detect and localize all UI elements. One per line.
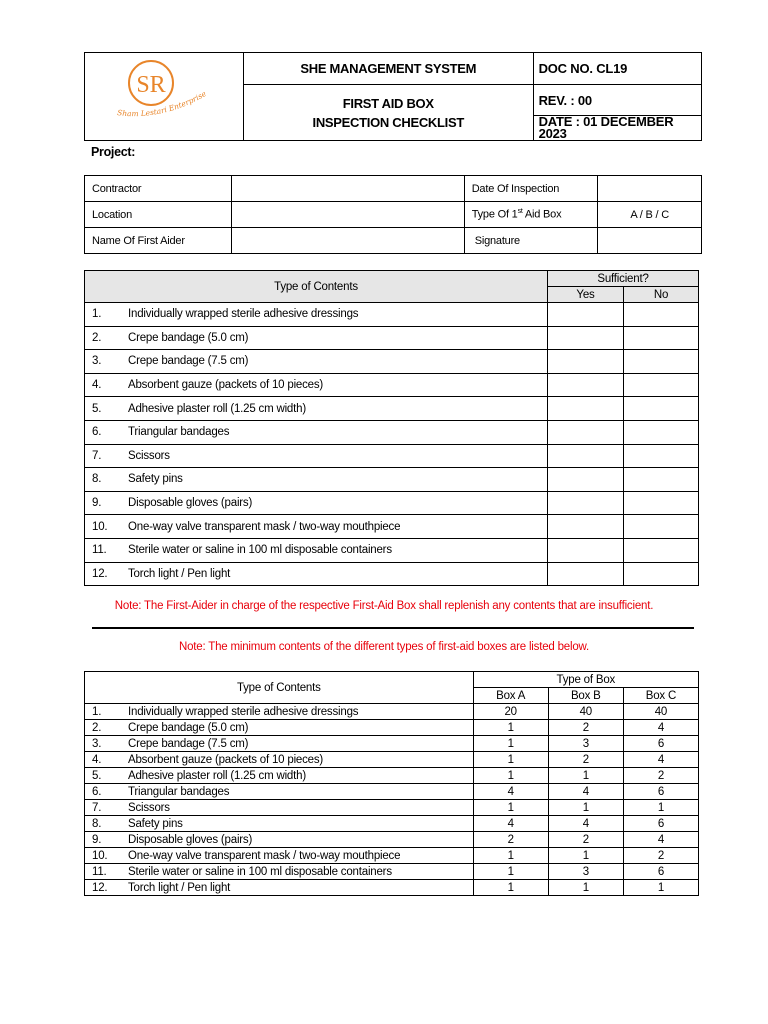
box-b-header: Box B [548,688,623,704]
box-c-qty: 1 [623,880,698,896]
no-checkbox-cell[interactable] [624,397,699,421]
checklist-item-label [85,420,548,444]
logo-initials: SR [136,72,166,98]
checklist-item-label [85,326,548,350]
item-name: Triangular bandages [128,426,230,439]
box-b-qty: 4 [548,816,623,832]
item-name: Absorbent gauze (packets of 10 pieces) [128,753,324,766]
yes-checkbox-cell[interactable] [548,468,624,492]
checklist-row [85,562,699,586]
document-title [243,85,533,141]
box-c-qty: 6 [623,784,698,800]
box-c-qty: 6 [623,864,698,880]
item-number: 3. [92,355,102,368]
checklist-item-label [85,538,548,562]
box-a-qty: 1 [473,736,548,752]
item-number: 2. [92,721,102,734]
item-number: 12. [92,567,108,580]
checklist-row [85,515,699,539]
box-b-qty: 2 [548,752,623,768]
item-name: One-way valve transparent mask / two-way mouthpiece [128,520,401,533]
min-contents-row [85,848,699,864]
revision: REV. : 00 [533,85,701,116]
date-inspection-field[interactable] [598,176,702,202]
item-name: Safety pins [128,473,183,486]
minimum-contents-note: Note: The minimum contents of the different types of first-aid boxes are listed below. [178,641,589,653]
item-number: 8. [92,473,102,486]
box-b-qty: 1 [548,880,623,896]
box-c-qty: 2 [623,768,698,784]
box-b-qty: 2 [548,720,623,736]
item-number: 11. [92,865,107,878]
box-c-qty: 6 [623,736,698,752]
yes-header: Yes [548,287,624,303]
item-number: 6. [92,785,102,798]
box-a-qty: 20 [473,704,548,720]
checklist-row [85,326,699,350]
item-name: Disposable gloves (pairs) [128,833,253,846]
item-number: 8. [92,817,102,830]
item-name: One-way valve transparent mask / two-way mouthpiece [128,849,401,862]
min-contents-row [85,752,699,768]
project-label: Project: [91,145,136,159]
box-a-qty: 1 [473,800,548,816]
document-header [84,52,702,141]
min-contents-row [85,800,699,816]
min-contents-row [85,816,699,832]
box-a-qty: 4 [473,816,548,832]
item-number: 7. [92,801,102,814]
box-c-qty: 1 [623,800,698,816]
box-b-qty: 1 [548,800,623,816]
item-number: 10. [92,520,108,533]
no-checkbox-cell[interactable] [624,562,699,586]
item-name: Triangular bandages [128,785,230,798]
yes-checkbox-cell[interactable] [548,303,624,327]
box-c-qty: 4 [623,832,698,848]
location-label: Location [85,202,232,228]
issue-date: DATE : 01 DECEMBER 2023 [533,116,701,141]
item-number: 10. [92,849,108,862]
box-type-label: Type Of 1st Aid Box [464,202,598,228]
min-contents-row [85,864,699,880]
item-number: 1. [92,308,102,321]
min-item-label [85,752,474,768]
checklist-row [85,373,699,397]
no-checkbox-cell[interactable] [624,350,699,374]
item-name: Crepe bandage (5.0 cm) [128,721,249,734]
inspection-info-table [84,175,702,254]
box-b-qty: 3 [548,864,623,880]
divider [92,627,694,629]
item-name: Safety pins [128,817,183,830]
yes-checkbox-cell[interactable] [548,373,624,397]
checklist-item-label [85,303,548,327]
title-line-1: FIRST AID BOX [342,95,434,111]
item-number: 1. [92,705,102,718]
yes-checkbox-cell[interactable] [548,350,624,374]
item-name: Sterile water or saline in 100 ml disposable containers [128,865,392,878]
checklist-item-label [85,562,548,586]
item-number: 9. [92,833,102,846]
item-name: Crepe bandage (5.0 cm) [128,331,249,344]
min-contents-row [85,704,699,720]
sufficiency-checklist [84,270,699,586]
replenish-note: Note: The First-Aider in charge of the respective First-Aid Box shall replenish any contents that are insufficient. [114,600,654,612]
item-number: 2. [92,331,102,344]
signature-label: Signature [464,228,598,254]
item-number: 4. [92,379,102,392]
item-number: 11. [92,544,107,557]
item-number: 3. [92,737,102,750]
min-contents-row [85,832,699,848]
contractor-field[interactable] [231,176,464,202]
min-item-label [85,768,474,784]
item-name: Disposable gloves (pairs) [128,497,253,510]
no-checkbox-cell[interactable] [624,326,699,350]
min-item-label [85,784,474,800]
first-aider-field[interactable] [231,228,464,254]
item-name: Crepe bandage (7.5 cm) [128,737,249,750]
checklist-row [85,538,699,562]
min-item-label [85,832,474,848]
box-a-qty: 1 [473,768,548,784]
checklist-item-label [85,350,548,374]
box-a-qty: 1 [473,880,548,896]
item-name: Absorbent gauze (packets of 10 pieces) [128,379,324,392]
item-number: 12. [92,881,108,894]
box-b-qty: 4 [548,784,623,800]
yes-checkbox-cell[interactable] [548,538,624,562]
min-contents-row [85,768,699,784]
checklist-item-label [85,444,548,468]
sufficient-header: Sufficient? [548,271,699,287]
type-of-box-header: Type of Box [473,672,698,688]
yes-checkbox-cell[interactable] [548,420,624,444]
yes-checkbox-cell[interactable] [548,562,624,586]
min-item-label [85,848,474,864]
location-field[interactable] [231,202,464,228]
signature-field[interactable] [598,228,702,254]
title-line-2: INSPECTION CHECKLIST [312,114,464,130]
min-item-label [85,864,474,880]
box-a-qty: 4 [473,784,548,800]
no-checkbox-cell[interactable] [624,538,699,562]
checklist-item-label [85,491,548,515]
company-logo [103,55,233,127]
box-c-qty: 4 [623,752,698,768]
box-type-options[interactable]: A / B / C [598,202,702,228]
min-item-label [85,800,474,816]
no-checkbox-cell[interactable] [624,373,699,397]
min-contents-row [85,736,699,752]
logo-tagline: Sham Lestari Enterprise [116,89,208,119]
yes-checkbox-cell[interactable] [548,444,624,468]
no-header: No [624,287,699,303]
box-b-qty: 3 [548,736,623,752]
box-b-qty: 1 [548,768,623,784]
item-number: 4. [92,753,102,766]
no-checkbox-cell[interactable] [624,515,699,539]
checklist-item-label [85,373,548,397]
checklist-row [85,303,699,327]
item-name: Individually wrapped sterile adhesive dressings [128,705,359,718]
no-checkbox-cell[interactable] [624,303,699,327]
checklist-row [85,350,699,374]
no-checkbox-cell[interactable] [624,420,699,444]
first-aider-label: Name Of First Aider [85,228,232,254]
yes-checkbox-cell[interactable] [548,397,624,421]
checklist-row [85,420,699,444]
item-name: Adhesive plaster roll (1.25 cm width) [128,402,306,415]
date-inspection-label: Date Of Inspection [464,176,598,202]
min-item-label [85,704,474,720]
checklist-item-label [85,515,548,539]
box-c-qty: 6 [623,816,698,832]
no-checkbox-cell[interactable] [624,444,699,468]
item-number: 5. [92,402,102,415]
item-name: Adhesive plaster roll (1.25 cm width) [128,769,306,782]
min-item-label [85,736,474,752]
min-contents-row [85,720,699,736]
type-of-contents-header: Type of Contents [85,271,548,303]
checklist-row [85,491,699,515]
item-name: Torch light / Pen light [128,881,231,894]
checklist-row [85,397,699,421]
doc-number: DOC NO. CL19 [533,53,701,85]
checklist-row [85,468,699,492]
item-name: Scissors [128,449,170,462]
box-b-qty: 40 [548,704,623,720]
item-name: Scissors [128,801,170,814]
box-c-qty: 40 [623,704,698,720]
box-a-qty: 1 [473,848,548,864]
checklist-item-label [85,468,548,492]
min-item-label [85,720,474,736]
system-name: SHE MANAGEMENT SYSTEM [243,53,533,85]
box-b-qty: 1 [548,848,623,864]
item-name: Torch light / Pen light [128,567,231,580]
no-checkbox-cell[interactable] [624,468,699,492]
item-number: 7. [92,449,102,462]
logo-cell [85,53,244,141]
checklist-row [85,444,699,468]
min-item-label [85,880,474,896]
item-number: 5. [92,769,102,782]
box-b-qty: 2 [548,832,623,848]
minimum-contents-table [84,671,699,896]
min-item-label [85,816,474,832]
min-contents-row [85,880,699,896]
contractor-label: Contractor [85,176,232,202]
box-c-qty: 2 [623,848,698,864]
yes-checkbox-cell[interactable] [548,515,624,539]
box-a-qty: 1 [473,864,548,880]
box-a-qty: 1 [473,752,548,768]
checklist-item-label [85,397,548,421]
item-name: Individually wrapped sterile adhesive dressings [128,308,359,321]
box-a-qty: 1 [473,720,548,736]
item-number: 6. [92,426,102,439]
box-c-qty: 4 [623,720,698,736]
item-name: Crepe bandage (7.5 cm) [128,355,249,368]
min-type-of-contents-header: Type of Contents [85,672,474,704]
item-number: 9. [92,497,102,510]
item-name: Sterile water or saline in 100 ml disposable containers [128,544,392,557]
yes-checkbox-cell[interactable] [548,491,624,515]
no-checkbox-cell[interactable] [624,491,699,515]
min-contents-row [85,784,699,800]
box-a-qty: 2 [473,832,548,848]
box-c-header: Box C [623,688,698,704]
yes-checkbox-cell[interactable] [548,326,624,350]
box-a-header: Box A [473,688,548,704]
